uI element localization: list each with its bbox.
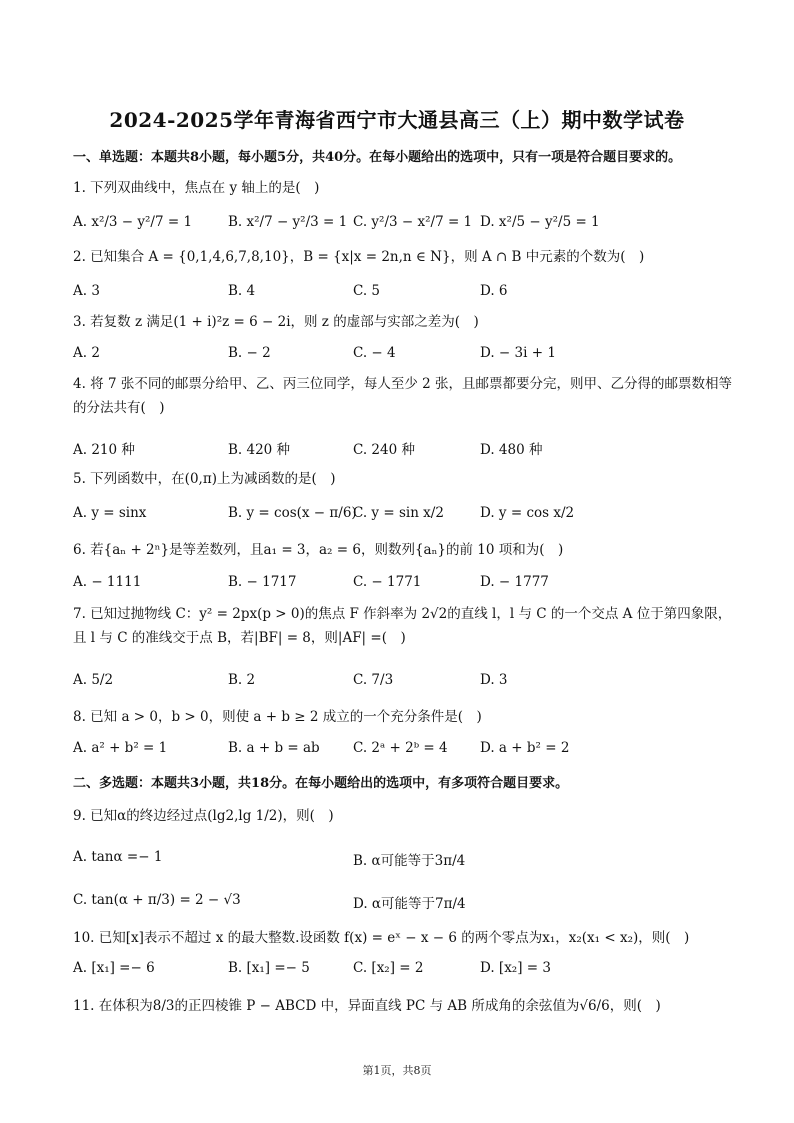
question-6-stem: 6. 若{aₙ + 2ⁿ}是等差数列，且a₁ = 3，a₂ = 6，则数列{aₙ}的前 10 项和为( ) — [73, 542, 564, 558]
q4-option-b: B. 420 种 — [228, 442, 291, 458]
question-5-options — [73, 505, 733, 531]
q8-option-b: B. a + b = ab — [228, 740, 320, 756]
q1-option-c: C. y²/3 − x²/7 = 1 — [353, 214, 473, 230]
q5-option-a: A. y = sinx — [73, 505, 147, 521]
q7-option-d: D. 3 — [480, 672, 508, 688]
q3-option-b: B. − 2 — [228, 345, 271, 361]
question-9-options-row1 — [73, 849, 733, 875]
q1-option-d: D. x²/5 − y²/5 = 1 — [480, 214, 600, 230]
q2-option-b: B. 4 — [228, 283, 256, 299]
q1-option-b: B. x²/7 − y²/3 = 1 — [228, 214, 348, 230]
q2-option-d: D. 6 — [480, 283, 508, 299]
q2-option-c: C. 5 — [353, 283, 381, 299]
q8-option-a: A. a² + b² = 1 — [73, 740, 168, 756]
question-6-options — [73, 574, 733, 600]
question-4-options — [73, 438, 733, 464]
question-8-stem: 8. 已知 a > 0，b > 0，则使 a + b ≥ 2 成立的一个充分条件是( ) — [73, 709, 482, 725]
question-8-options — [73, 740, 733, 766]
q6-option-a: A. − 1111 — [73, 574, 142, 590]
page-title: 2024-2025学年青海省西宁市大通县高三（上）期中数学试卷 — [109, 108, 685, 132]
q7-option-b: B. 2 — [228, 672, 256, 688]
section-heading-single-choice: 一、单选题：本题共8小题，每小题5分，共40分。在每小题给出的选项中，只有一项是符合题目要求的。 — [73, 150, 682, 165]
question-3-stem: 3. 若复数 z 满足(1 + i)²z = 6 − 2i，则 z 的虚部与实部之差为( ) — [73, 314, 479, 330]
section-heading-multi-choice: 二、多选题：本题共3小题，共18分。在每小题给出的选项中，有多项符合题目要求。 — [73, 776, 569, 791]
question-10-stem: 10. 已知[x]表示不超过 x 的最大整数.设函数 f(x) = eˣ − x − 6 的两个零点为x₁，x₂(x₁ < x₂)，则( ) — [73, 930, 690, 946]
q9-option-d: D. α可能等于7π/4 — [353, 896, 466, 912]
q6-option-b: B. − 1717 — [228, 574, 297, 590]
question-9-stem: 9. 已知α的终边经过点(lg2,lg 1/2)，则( ) — [73, 808, 334, 824]
q9-option-b: B. α可能等于3π/4 — [353, 853, 466, 869]
question-2-stem: 2. 已知集合 A = {0,1,4,6,7,8,10}，B = {x|x = 2n,n ∈ N}，则 A ∩ B 中元素的个数为( ) — [73, 249, 645, 265]
q4-option-d: D. 480 种 — [480, 442, 543, 458]
q7-option-a: A. 5/2 — [73, 672, 114, 688]
question-7-options — [73, 672, 733, 698]
q10-option-c: C. [x₂] = 2 — [353, 960, 424, 976]
question-11-stem: 11. 在体积为8/3的正四棱锥 P − ABCD 中，异面直线 PC 与 AB 所成角的余弦值为√6/6，则( ) — [73, 998, 661, 1014]
q3-option-a: A. 2 — [73, 345, 100, 361]
q8-option-d: D. a + b² = 2 — [480, 740, 570, 756]
question-4-stem: 4. 将 7 张不同的邮票分给甲、乙、丙三位同学，每人至少 2 张，且邮票都要分完，则甲、乙分得的邮票数相等的分法共有( ) — [73, 376, 733, 416]
q4-option-c: C. 240 种 — [353, 442, 415, 458]
q4-option-a: A. 210 种 — [73, 442, 135, 458]
q9-option-c: C. tan(α + π/3) = 2 − √3 — [73, 892, 241, 908]
page-footer: 第1页，共8页 — [362, 1064, 432, 1077]
q3-option-d: D. − 3i + 1 — [480, 345, 556, 361]
q2-option-a: A. 3 — [73, 283, 100, 299]
question-9-options-row2 — [73, 892, 733, 918]
question-7-stem: 7. 已知过抛物线 C：y² = 2px(p > 0)的焦点 F 作斜率为 2√2的直线 l，l 与 C 的一个交点 A 位于第四象限，且 l 与 C 的准线交于点 B，若|BF| = 8，则|AF| =( ) — [73, 606, 732, 646]
question-3-options — [73, 345, 733, 371]
q5-option-b: B. y = cos(x − π/6) — [228, 505, 357, 521]
q7-option-c: C. 7/3 — [353, 672, 394, 688]
q6-option-c: C. − 1771 — [353, 574, 422, 590]
question-2-options — [73, 283, 733, 309]
question-10-options — [73, 960, 733, 986]
q9-option-a: A. tanα =− 1 — [73, 849, 163, 865]
q5-option-d: D. y = cos x/2 — [480, 505, 575, 521]
question-5-stem: 5. 下列函数中，在(0,π)上为减函数的是( ) — [73, 471, 336, 487]
q10-option-d: D. [x₂] = 3 — [480, 960, 551, 976]
q8-option-c: C. 2ᵃ + 2ᵇ = 4 — [353, 740, 448, 756]
q3-option-c: C. − 4 — [353, 345, 396, 361]
q6-option-d: D. − 1777 — [480, 574, 549, 590]
q10-option-a: A. [x₁] =− 6 — [73, 960, 155, 976]
q1-option-a: A. x²/3 − y²/7 = 1 — [73, 214, 193, 230]
question-1-options — [73, 214, 733, 240]
q5-option-c: C. y = sin x/2 — [353, 505, 444, 521]
question-1-stem: 1. 下列双曲线中，焦点在 y 轴上的是( ) — [73, 180, 320, 196]
q10-option-b: B. [x₁] =− 5 — [228, 960, 310, 976]
